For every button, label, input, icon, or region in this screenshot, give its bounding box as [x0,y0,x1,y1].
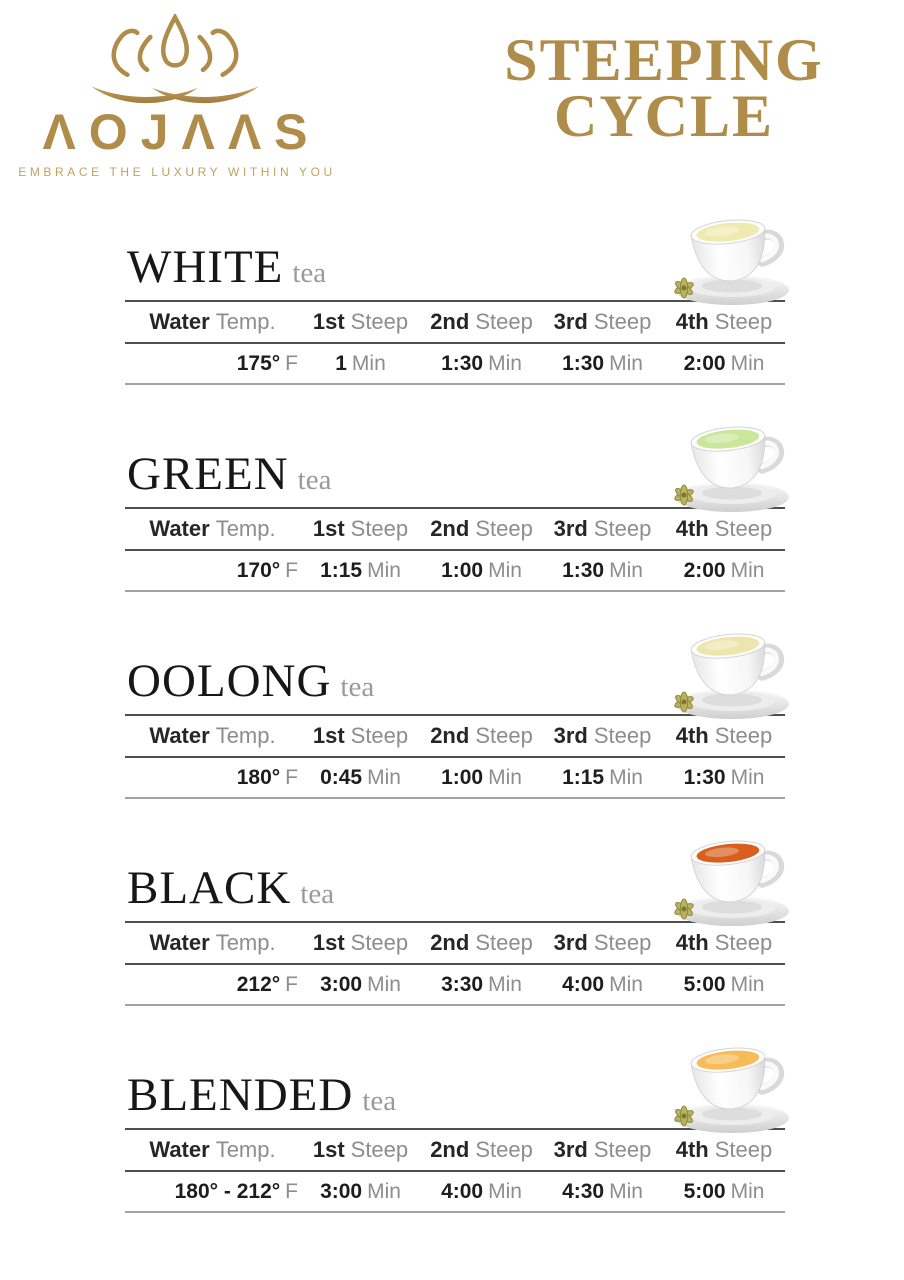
brand-logo [0,0,350,200]
steep2-header: 2nd Steep [430,516,533,541]
steep4-value: 2:00 Min [683,558,765,582]
steep2-value: 3:30 Min [441,972,522,996]
steep3-value: 4:00 Min [562,972,643,996]
tea-name: BLACK [127,862,292,914]
steep3-header: 3rd Steep [553,309,652,334]
steep4-header: 4th Steep [675,309,773,334]
steep4-header: 4th Steep [675,930,773,955]
steep2-header: 2nd Steep [430,309,533,334]
steep3-value: 1:30 Min [562,558,643,582]
section-oolong-tea [125,614,785,799]
section-title [127,1068,396,1122]
table-header-row [125,1130,785,1172]
steep2-value: 1:30 Min [441,351,522,375]
steep4-value: 2:00 Min [683,351,765,375]
water-temp-value: 180° - 212° F [174,1179,298,1203]
table-value-row [125,758,785,799]
tea-name: WHITE [127,241,284,293]
page-title-line1: STEEPING [504,27,824,93]
page-header [0,0,904,200]
section-black-tea [125,821,785,1006]
steep-table [125,714,785,799]
section-blended-tea [125,1028,785,1213]
water-temp-header: Water Temp. [149,309,276,334]
water-temp-value: 170° F [236,558,298,582]
section-title [127,654,374,708]
steep4-header: 4th Steep [675,1137,773,1162]
page-title [434,0,894,200]
tea-name: OOLONG [127,655,332,707]
steep4-header: 4th Steep [675,723,773,748]
tea-name: BLENDED [127,1069,354,1121]
water-temp-value: 175° F [236,351,298,375]
steep1-header: 1st Steep [312,309,409,334]
water-temp-header: Water Temp. [149,930,276,955]
table-value-row [125,551,785,592]
water-temp-header: Water Temp. [149,516,276,541]
water-temp-header: Water Temp. [149,723,276,748]
tea-suffix: tea [300,878,335,910]
steep2-header: 2nd Steep [430,723,533,748]
steep2-value: 1:00 Min [441,765,522,789]
steep2-value: 4:00 Min [441,1179,522,1203]
steep4-value: 5:00 Min [683,1179,765,1203]
tea-name: GREEN [127,448,289,500]
lotus-logo-icon [65,14,285,106]
tea-suffix: tea [362,1085,397,1117]
steep-table [125,300,785,385]
steep2-header: 2nd Steep [430,1137,533,1162]
steep1-value: 1 Min [335,351,386,375]
steep-table [125,507,785,592]
steep1-header: 1st Steep [312,1137,409,1162]
steep1-value: 3:00 Min [320,1179,401,1203]
section-green-tea [125,407,785,592]
steep1-value: 0:45 Min [320,765,401,789]
section-title [127,447,331,501]
steep1-value: 1:15 Min [320,558,401,582]
steep3-value: 1:15 Min [562,765,643,789]
tea-cup-illustration [662,1030,795,1136]
section-title [127,240,326,294]
table-header-row [125,509,785,551]
steep3-value: 1:30 Min [562,351,643,375]
table-value-row [125,1172,785,1213]
steep1-header: 1st Steep [312,723,409,748]
water-temp-value: 212° F [236,972,298,996]
tea-cup-illustration [662,409,795,515]
steep4-header: 4th Steep [675,516,773,541]
steep2-value: 1:00 Min [441,558,522,582]
steep3-header: 3rd Steep [553,516,652,541]
steep4-value: 1:30 Min [683,765,765,789]
table-header-row [125,716,785,758]
steep3-header: 3rd Steep [553,930,652,955]
steep-table [125,1128,785,1213]
brand-wordmark: ΛOJΛΛS [42,104,321,160]
water-temp-value: 180° F [236,765,298,789]
page-title-line2: CYCLE [553,83,775,149]
table-value-row [125,965,785,1006]
section-white-tea [125,200,785,385]
tea-cup-illustration [662,202,795,308]
steep1-value: 3:00 Min [320,972,401,996]
steep2-header: 2nd Steep [430,930,533,955]
steep-table [125,921,785,1006]
water-temp-header: Water Temp. [149,1137,276,1162]
tea-sections [125,200,785,1213]
steep3-header: 3rd Steep [553,723,652,748]
table-header-row [125,302,785,344]
steep1-header: 1st Steep [312,930,409,955]
tea-suffix: tea [292,257,327,289]
tea-cup-illustration [662,616,795,722]
brand-tagline: EMBRACE THE LUXURY WITHIN YOU [18,165,336,179]
tea-suffix: tea [340,671,375,703]
tea-cup-illustration [662,823,795,929]
steep3-value: 4:30 Min [562,1179,643,1203]
section-title [127,861,334,915]
steep1-header: 1st Steep [312,516,409,541]
table-value-row [125,344,785,385]
tea-suffix: tea [297,464,332,496]
steep4-value: 5:00 Min [683,972,765,996]
steep3-header: 3rd Steep [553,1137,652,1162]
table-header-row [125,923,785,965]
